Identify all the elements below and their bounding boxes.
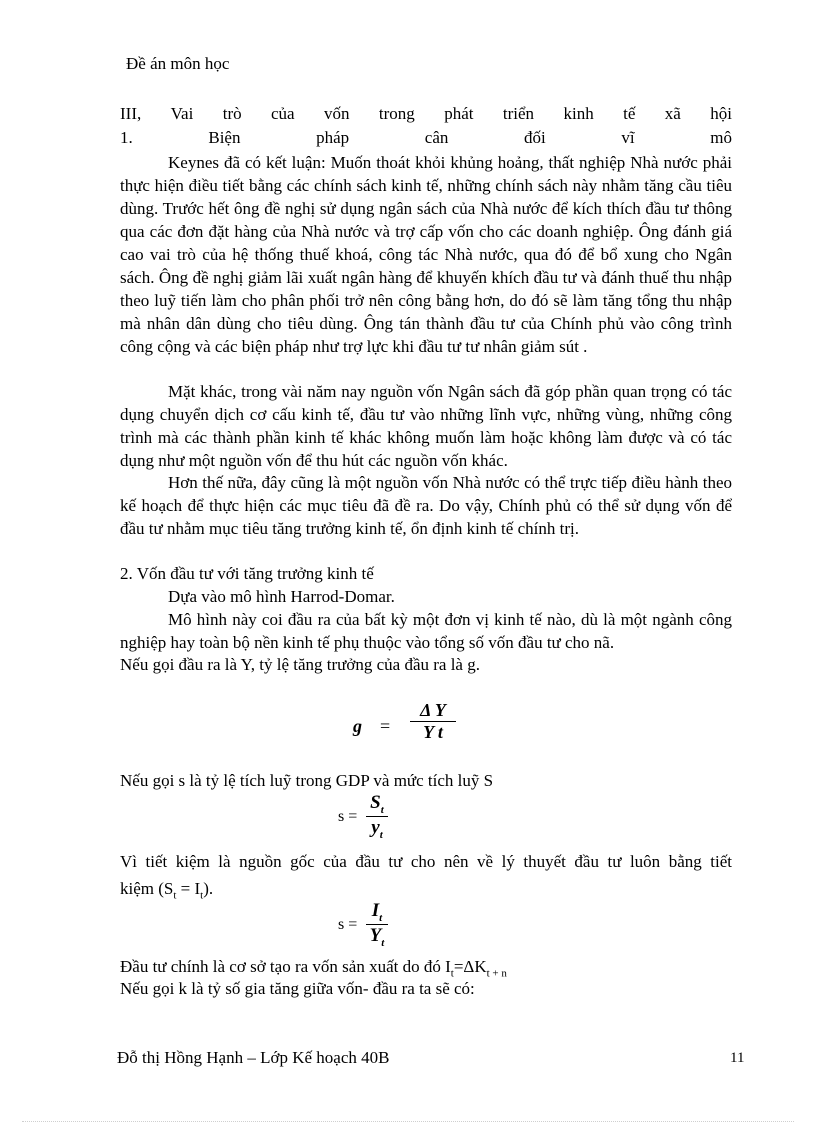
text-saving-rate: Nếu gọi s là tỷ lệ tích luỹ trong GDP và mức tích luỹ S <box>120 771 494 790</box>
heading-3-word: vốn <box>324 104 350 123</box>
page-number: 11 <box>730 1050 745 1066</box>
equation-s2-numerator: $I_t$ <box>371 900 383 924</box>
equation-s-denominator: $y_t$ <box>371 816 383 841</box>
section-heading-2: 2. Vốn đầu tư với tăng trưởng kinh tế <box>120 564 374 583</box>
equation-g-numerator: Δ Y <box>420 700 446 720</box>
equation-g-denominator: Y t <box>423 722 443 742</box>
heading-3-word: tế <box>623 104 636 123</box>
heading-3-word: xã <box>664 104 681 123</box>
heading-3-word: trong <box>378 104 415 123</box>
heading-1-word: cân <box>424 128 449 147</box>
heading-3-word: trò <box>222 104 242 123</box>
paragraph-keynes: Keynes đã có kết luận: Muốn thoát khỏi khủng hoảng, thất nghiệp Nhà nước phải thực hiện điều tiết bằng các chính sách kinh tế, những chính sách này nhằm tăng cầu tiêu dùng. Trước hết ông đề nghị sử dụng ngân sách của Nhà nước để kích thích đầu tư thông qua các đơn đặt hàng của Nhà nước và trợ cấp vốn cho các doanh nghiệp. Ông đánh giá cao vai trò của hệ thống thuế khoá, công tác Nhà nước, qua đó để bổ xung cho Ngân sách. Ông đề nghị giảm lãi xuất ngân hàng để khuyến khích đầu tư và đánh thuế thu nhập theo luỹ tiến làm cho phân phối trở nên công bằng hơn, do đó sẽ làm tăng tổng thu nhập mà nhân dân dùng cho tiêu dùng. Ông tán thành đầu tư của Chính phủ vào công trình công cộng và các biện pháp như trợ lực khi đầu tư tư nhân giảm sút . <box>120 153 732 356</box>
text-capital-output-ratio: Nếu gọi k là tỷ số gia tăng giữa vốn- đầu ra ta sẽ có: <box>120 979 475 998</box>
equation-s-lhs: s = <box>338 808 358 825</box>
paragraph-budget: Mặt khác, trong vài năm nay nguồn vốn Ngân sách đã góp phần quan trọng có tác dụng chuyển dịch cơ cấu kinh tế, đầu tư vào những lĩnh vực, những vùng, những công trình mà các thành phần kinh tế khác không muốn làm hoặc không làm được và có tác dụng như một nguồn vốn để thu hút các nguồn vốn khác. <box>120 382 732 470</box>
equation-g-equals: = <box>380 716 391 736</box>
page-footer: Đỗ thị Hồng Hạnh – Lớp Kế hoạch 40B <box>117 1048 390 1067</box>
heading-3-word: phát <box>444 104 474 123</box>
text-investment: Đầu tư chính là cơ sở tạo ra vốn sản xuất do đó $I_t=\Delta K_{t + n}$ <box>120 957 507 980</box>
page-header: Đề án môn học <box>126 54 230 73</box>
heading-1-word: Biện <box>208 128 241 147</box>
page-bottom-divider <box>22 1121 794 1122</box>
equation-s2-denominator: $Y_t$ <box>369 924 385 949</box>
text-growth-rate: Nếu gọi đầu ra là Y, tỷ lệ tăng trưởng của đầu ra là g. <box>120 655 480 674</box>
paragraph-harrod-domar: Dựa vào mô hình Harrod-Domar. <box>168 587 395 606</box>
heading-1-word: mô <box>710 128 732 147</box>
heading-3-word: III, <box>120 104 142 123</box>
section-heading-1 <box>120 128 732 148</box>
equation-s2-lhs: s = <box>338 916 358 933</box>
heading-1-word: pháp <box>316 128 350 147</box>
equation-s-fraction <box>366 792 388 841</box>
heading-3-word: kinh <box>563 104 594 123</box>
equation-g-fraction <box>410 700 456 743</box>
text-theory-line2: kiệm $(S_t = I_t)$. <box>120 879 214 902</box>
paragraph-government: Hơn thế nữa, đây cũng là một nguồn vốn Nhà nước có thể trực tiếp điều hành theo kế hoạch để thực hiện các mục tiêu đã đề ra. Do vậy, Chính phủ có thể sử dụng vốn để đầu tư nhằm mục tiêu tăng trưởng kinh tế, ổn định kinh tế chính trị. <box>120 473 732 538</box>
heading-3-word: hội <box>710 104 732 123</box>
equation-s-numerator: $S_t$ <box>370 792 384 816</box>
heading-3-word: của <box>271 104 295 123</box>
heading-1-word: vĩ <box>621 128 635 147</box>
paragraph-model: Mô hình này coi đầu ra của bất kỳ một đơn vị kinh tế nào, dù là một ngành công nghiệp hay toàn bộ nền kinh tế phụ thuộc vào tổng số vốn đầu tư cho nã. <box>120 610 732 652</box>
heading-3-word: Vai <box>170 104 194 123</box>
section-heading-3 <box>120 104 732 124</box>
text-theory-line1: Vì tiết kiệm là nguồn gốc của đầu tư cho nên về lý thuyết đầu tư luôn bằng tiết <box>120 852 732 871</box>
heading-1-word: 1. <box>120 128 133 147</box>
heading-3-word: triển <box>502 104 535 123</box>
equation-g-lhs: g <box>353 716 362 736</box>
equation-s2-fraction <box>366 900 388 949</box>
heading-1-word: đối <box>524 128 546 147</box>
